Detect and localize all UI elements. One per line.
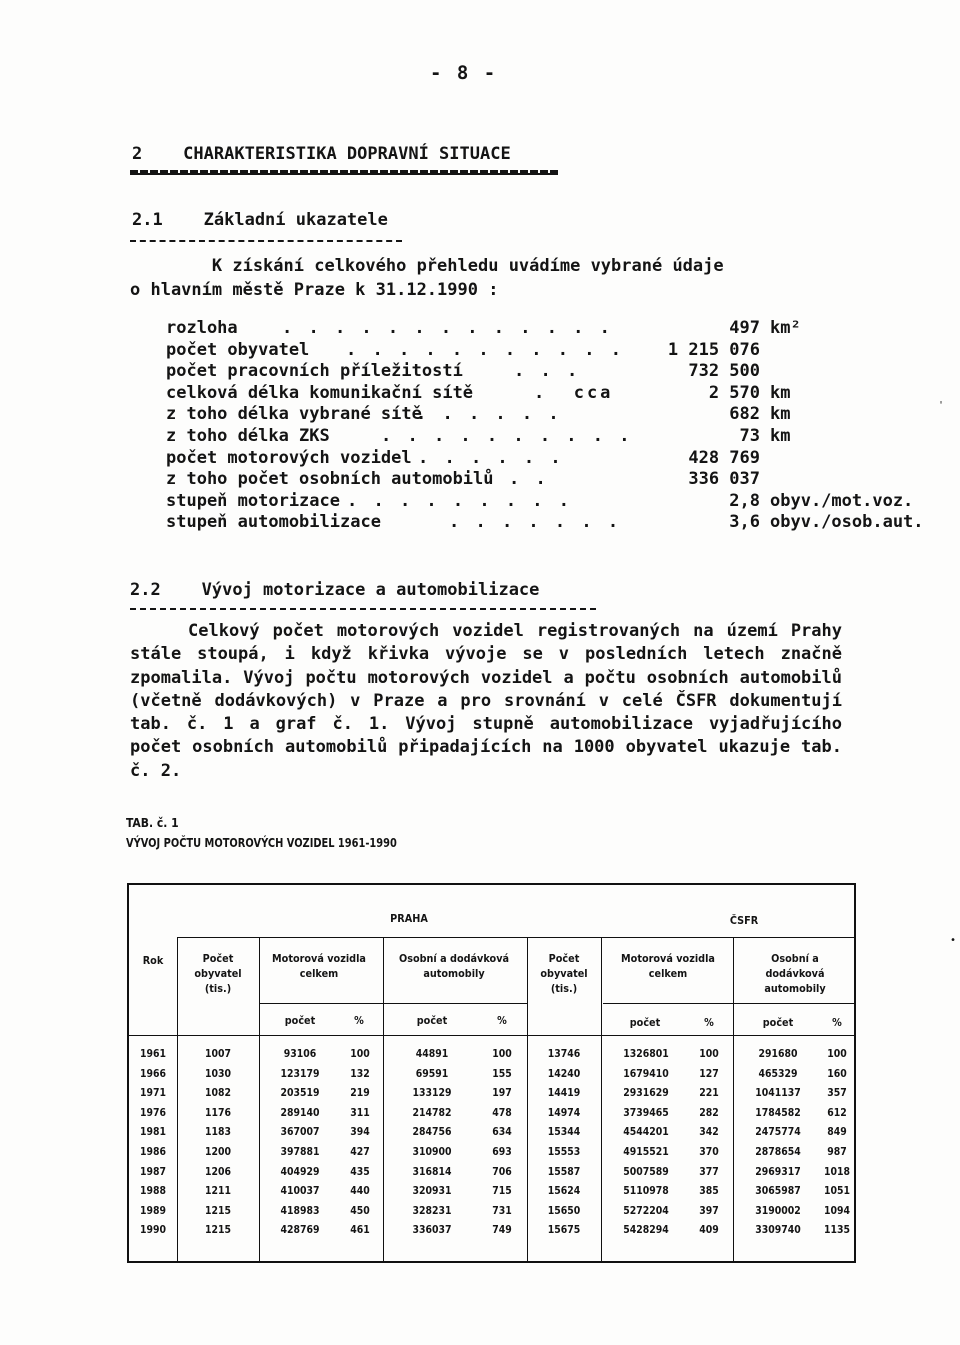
table-cell: 693 [492, 1145, 512, 1158]
indicator-label: počet pracovních příležitostí [166, 361, 463, 382]
indicator-value: 497 [729, 318, 760, 338]
indicator-row [166, 318, 866, 340]
column-rule [601, 937, 602, 1261]
table-cell: 15553 [547, 1145, 581, 1158]
subheader-rule [603, 1003, 856, 1004]
indicator-unit: km [770, 426, 791, 446]
table-cell: 1679410 [623, 1066, 669, 1080]
table-cell: 731 [492, 1203, 512, 1217]
table-cell: 3739465 [623, 1105, 669, 1119]
table-cell: 5428294 [623, 1223, 669, 1237]
table-cell: 132 [350, 1066, 370, 1080]
sub-header-pocet: počet [629, 1016, 661, 1029]
indicator-row [166, 448, 866, 470]
page-number: - 8 - [430, 62, 498, 84]
indicator-label: stupeň automobilizace [166, 512, 381, 533]
table-cell: 100 [827, 1047, 847, 1060]
table-cell: 435 [350, 1164, 370, 1178]
table-cell: 123179 [280, 1066, 320, 1080]
sub-header-pocet: počet [416, 1014, 448, 1027]
table-cell: 3065987 [755, 1184, 801, 1198]
table-cell: 749 [492, 1223, 512, 1237]
group-header-csfr: ČSFR [729, 914, 759, 927]
table-cell: 13746 [547, 1047, 581, 1060]
indicator-leader-dots: . . . . . . . . . . [381, 426, 633, 446]
indicator-label: z toho délka ZKS [166, 426, 330, 446]
table-cell: 93106 [283, 1047, 317, 1060]
table-cell: 69591 [415, 1066, 449, 1080]
sub-header-pocet: počet [284, 1014, 316, 1027]
table-cell: 15675 [547, 1223, 581, 1237]
table-cell: 612 [827, 1105, 847, 1119]
table-cell: 316814 [412, 1164, 452, 1178]
indicator-label: celková délka komunikační sítě [166, 382, 474, 403]
col-header-osobni-praha: Osobní a dodávková automobily [398, 952, 510, 980]
table-cell: 1206 [204, 1164, 232, 1178]
indicator-value: 2 570 [708, 382, 760, 403]
indicator-unit: obyv./mot.voz. [770, 490, 914, 511]
indicator-unit: obyv./osob.aut. [770, 512, 924, 533]
column-rule [177, 937, 178, 1261]
table-cell: 440 [350, 1184, 370, 1198]
indicator-row [166, 490, 914, 513]
table-cell: 311 [350, 1105, 370, 1119]
indicator-row [166, 361, 866, 383]
header-rule [177, 937, 854, 938]
indicator-unit: km² [770, 318, 801, 338]
table-cell: 1326801 [623, 1047, 669, 1060]
table-cell: 428769 [280, 1223, 320, 1237]
table-cell: 1200 [204, 1145, 232, 1158]
table-cell: 2931629 [623, 1086, 669, 1100]
table-cell: 2475774 [755, 1125, 801, 1139]
table-cell: 44891 [415, 1047, 449, 1060]
column-rule [259, 937, 260, 1261]
table-cell: 987 [827, 1145, 847, 1158]
indicator-value: 336 037 [688, 469, 760, 490]
indicator-leader-dots: . . . . . . . [449, 512, 622, 533]
table-title: VÝVOJ POČTU MOTOROVÝCH VOZIDEL 1961-1990 [126, 836, 397, 850]
group-header-praha: PRAHA [390, 912, 428, 925]
table-cell: 5110978 [623, 1184, 669, 1198]
table-cell: 15650 [547, 1203, 581, 1217]
indicator-leader-dots: . cca [534, 382, 614, 403]
subsection-underline [130, 240, 402, 242]
table-cell: 385 [699, 1184, 719, 1198]
table-cell: 14419 [547, 1086, 581, 1100]
table-cell: 397881 [280, 1145, 320, 1158]
table-cell: 1094 [823, 1203, 851, 1217]
indicator-label: z toho délka vybrané sítě [166, 404, 422, 425]
indicator-row [166, 340, 866, 362]
sub-header-pocet: počet [762, 1016, 794, 1029]
table-cell: 370 [699, 1145, 719, 1158]
table-cell-year: 1981 [139, 1125, 167, 1139]
table-cell: 284756 [412, 1125, 452, 1139]
table-cell: 418983 [280, 1203, 320, 1217]
table-cell-year: 1989 [139, 1203, 167, 1217]
table-cell-year: 1986 [139, 1145, 167, 1158]
table-cell: 4544201 [623, 1125, 669, 1139]
table-cell: 1176 [204, 1105, 232, 1119]
table-cell-year: 1961 [139, 1047, 167, 1060]
column-rule [733, 937, 734, 1261]
table-cell: 367007 [280, 1125, 320, 1139]
intro-text: K získání celkového přehledu uvádíme vybrané údaje o hlavním městě Praze k 31.12.1990 : [130, 256, 724, 300]
indicator-leader-dots: . . . [514, 361, 581, 382]
table-cell-year: 1988 [139, 1184, 167, 1198]
indicator-leader-dots: . . [509, 469, 549, 490]
indicator-value: 682 [729, 404, 760, 425]
table-cell: 197 [492, 1086, 512, 1100]
indicator-leader-dots: . . . . . . . . . . . . . [282, 318, 613, 338]
table-cell: 849 [827, 1125, 847, 1139]
table-cell: 2878654 [755, 1145, 801, 1158]
sub-header-pct: % [354, 1014, 364, 1027]
table-cell: 394 [350, 1125, 370, 1139]
table-cell: 289140 [280, 1105, 320, 1119]
table-cell-year: 1966 [139, 1066, 167, 1080]
indicator-row [166, 404, 866, 426]
table-cell: 3309740 [755, 1223, 801, 1237]
indicator-leader-dots: . . . . . . . . . [347, 490, 572, 511]
indicator-row [166, 426, 866, 448]
table-cell: 1030 [204, 1066, 232, 1080]
indicator-label: počet obyvatel [166, 339, 310, 360]
table-cell: 1041137 [755, 1086, 801, 1100]
table-cell: 1784582 [755, 1105, 801, 1119]
table-cell: 15344 [547, 1125, 581, 1139]
table-cell: 465329 [758, 1066, 798, 1080]
indicator-value: 428 769 [688, 447, 760, 468]
header-rule [129, 1035, 854, 1036]
indicator-value: 3,6 [729, 512, 760, 533]
table-cell: 1018 [823, 1164, 851, 1178]
table-cell: 1215 [204, 1223, 232, 1237]
table-cell: 1211 [204, 1184, 232, 1198]
indicator-label: počet motorových vozidel [166, 447, 412, 468]
table-cell: 155 [492, 1066, 512, 1080]
table-cell: 100 [699, 1047, 719, 1060]
table-cell: 282 [699, 1105, 719, 1119]
indicator-leader-dots: . . . . . . [416, 404, 562, 425]
table-cell: 336037 [412, 1223, 452, 1237]
table-cell: 461 [350, 1223, 370, 1237]
table-cell: 342 [699, 1125, 719, 1139]
table-label: TAB. č. 1 [126, 816, 179, 830]
indicator-unit: km [770, 404, 791, 425]
indicator-label: stupeň motorizace [166, 490, 340, 511]
subsection-title-2-2: 2.2 Vývoj motorizace a automobilizace [130, 580, 540, 600]
table-cell: 219 [350, 1086, 370, 1100]
table-cell: 160 [827, 1066, 847, 1080]
table-cell: 100 [492, 1047, 512, 1060]
table-cell: 100 [350, 1047, 370, 1060]
table-cell: 14240 [547, 1066, 581, 1080]
table-cell: 1215 [204, 1203, 232, 1217]
section-title: 2 CHARAKTERISTIKA DOPRAVNÍ SITUACE [132, 144, 511, 164]
table-cell: 1082 [204, 1086, 232, 1100]
table-cell: 706 [492, 1164, 512, 1178]
table-cell: 291680 [758, 1047, 798, 1060]
table-cell: 14974 [547, 1105, 581, 1119]
table-cell: 3190002 [755, 1203, 801, 1217]
col-header-motor-praha: Motorová vozidla celkem [272, 952, 366, 980]
body-paragraph: Celkový počet motorových vozidel registrovaných na území Prahy stále stoupá, i když křivka vývoje se v posledních letech značně zpomalila. Vývoj počtu motorových vozidel a počtu osobních automobilů (včetně dodávkových) v Praze a pro srovnání v celé ČSFR dokumentují tab. č. 1 a graf č. 1. Vývoj stupně automobilizace vyjadřujícího počet osobních automobilů připadajících na 1000 obyvatel ukazuje tab. č. 2. [130, 621, 842, 781]
table-cell: 15587 [547, 1164, 581, 1178]
table-cell: 310900 [412, 1145, 452, 1158]
section-underline [130, 170, 558, 175]
sub-header-pct: % [832, 1016, 842, 1029]
indicator-unit: km [770, 382, 791, 403]
table-cell-year: 1976 [139, 1105, 167, 1119]
table-cell: 450 [350, 1203, 370, 1217]
table-cell: 377 [699, 1164, 719, 1178]
margin-speck: ' [938, 400, 945, 411]
table-cell: 133129 [412, 1086, 452, 1100]
col-header-obyvatel-praha: Počet obyvatel (tis.) [194, 952, 242, 995]
indicator-leader-dots: . . . . . . [418, 447, 564, 468]
column-rule [383, 937, 384, 1261]
indicator-leader-dots: . . . . . . . . . . . [346, 339, 624, 360]
table-cell: 5272204 [623, 1203, 669, 1217]
indicator-row [166, 383, 866, 405]
table-cell: 1183 [204, 1125, 232, 1139]
table-cell: 427 [350, 1145, 370, 1158]
subsection-title-2-1: 2.1 Základní ukazatele [132, 210, 388, 230]
sub-header-pct: % [704, 1016, 714, 1029]
table-cell: 410037 [280, 1184, 320, 1198]
indicator-value: 732 500 [688, 361, 760, 382]
sub-header-pct: % [497, 1014, 507, 1027]
indicator-value: 2,8 [729, 490, 760, 511]
indicator-row [166, 512, 924, 534]
table-cell-year: 1971 [139, 1086, 167, 1100]
table-cell: 320931 [412, 1184, 452, 1198]
col-header-motor-csfr: Motorová vozidla celkem [621, 952, 715, 980]
col-header-rok: Rok [142, 954, 164, 967]
table-cell: 5007589 [623, 1164, 669, 1178]
table-cell: 214782 [412, 1105, 452, 1119]
table-cell: 4915521 [623, 1145, 669, 1158]
table-cell: 397 [699, 1203, 719, 1217]
table-cell: 478 [492, 1105, 512, 1119]
data-table [127, 883, 856, 1263]
indicator-row [166, 469, 866, 491]
table-cell: 15624 [547, 1184, 581, 1198]
table-cell: 1051 [823, 1184, 851, 1198]
subheader-rule [259, 1003, 527, 1004]
indicator-value: 1 215 076 [667, 339, 760, 360]
indicator-label: z toho počet osobních automobilů [166, 469, 494, 490]
table-cell: 127 [699, 1066, 719, 1080]
indicator-value: 73 [739, 426, 760, 446]
table-cell: 715 [492, 1184, 512, 1198]
table-cell: 357 [827, 1086, 847, 1100]
margin-speck: • [950, 935, 957, 946]
table-cell: 404929 [280, 1164, 320, 1178]
col-header-obyvatel-csfr: Počet obyvatel (tis.) [540, 952, 588, 995]
col-header-osobni-csfr: Osobní a dodávková automobily [764, 952, 826, 995]
table-cell-year: 1987 [139, 1164, 167, 1178]
table-cell: 1135 [823, 1223, 851, 1237]
table-cell: 1007 [204, 1047, 232, 1060]
table-cell: 634 [492, 1125, 512, 1139]
column-rule [527, 937, 528, 1261]
indicator-label: rozloha [166, 318, 238, 338]
table-cell-year: 1990 [139, 1223, 167, 1237]
table-cell: 2969317 [755, 1164, 801, 1178]
table-cell: 409 [699, 1223, 719, 1237]
table-cell: 203519 [280, 1086, 320, 1100]
subsection-underline [130, 608, 596, 610]
table-cell: 328231 [412, 1203, 452, 1217]
table-cell: 221 [699, 1086, 719, 1100]
